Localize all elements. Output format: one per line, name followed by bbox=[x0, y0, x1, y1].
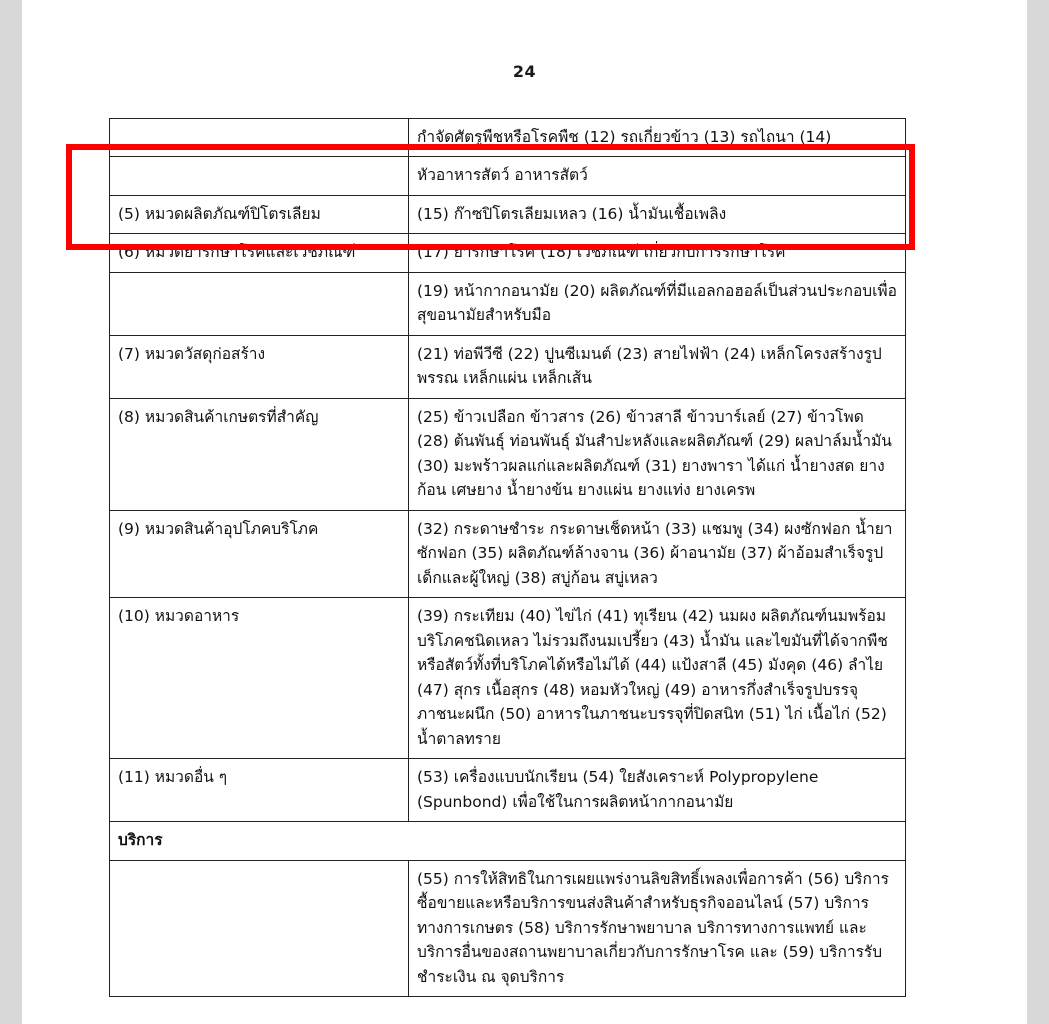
table-row bbox=[110, 119, 906, 157]
table-section-header: บริการ bbox=[110, 822, 906, 860]
table-cell-items: (53) เครื่องแบบนักเรียน (54) ใยสังเคราะห์ Polypropylene (Spunbond) เพื่อใช้ในการผลิตหน้ากากอนามัย bbox=[409, 759, 906, 822]
table-cell-category bbox=[110, 157, 409, 195]
table-cell-category: (6) หมวดยารักษาโรคและเวชภัณฑ์ bbox=[110, 234, 409, 272]
table-section-header-row bbox=[110, 822, 906, 860]
table-cell-items: (15) ก๊าซปิโตรเลียมเหลว (16) น้ำมันเชื้อเพลิง bbox=[409, 195, 906, 233]
document-page bbox=[22, 0, 1027, 1024]
table-cell-category: (8) หมวดสินค้าเกษตรที่สำคัญ bbox=[110, 398, 409, 510]
table-row bbox=[110, 759, 906, 822]
table-row bbox=[110, 157, 906, 195]
table-cell-category bbox=[110, 119, 409, 157]
page-number: 24 bbox=[512, 62, 537, 81]
table-cell-items: (25) ข้าวเปลือก ข้าวสาร (26) ข้าวสาลี ข้าวบาร์เลย์ (27) ข้าวโพด (28) ต้นพันธุ์ ท่อนพันธุ์ มันสำปะหลังและผลิตภัณฑ์ (29) ผลปาล์มน้ำมัน (30) มะพร้าวผลแก่และผลิตภัณฑ์ (31) ยางพารา ได้แก่ น้ำยางสด ยางก้อน เศษยาง น้ำยางข้น ยางแผ่น ยางแท่ง ยางเครพ bbox=[409, 398, 906, 510]
table-cell-category: (9) หมวดสินค้าอุปโภคบริโภค bbox=[110, 510, 409, 597]
table-cell-items: (17) ยารักษาโรค (18) เวชภัณฑ์ เกี่ยวกับการรักษาโรค bbox=[409, 234, 906, 272]
table-cell-category: (7) หมวดวัสดุก่อสร้าง bbox=[110, 335, 409, 398]
table-cell-items: (55) การให้สิทธิในการเผยแพร่งานลิขสิทธิ์เพลงเพื่อการค้า (56) บริการซื้อขายและหรือบริการขนส่งสินค้าสำหรับธุรกิจออนไลน์ (57) บริการทางการเกษตร (58) บริการรักษาพยาบาล บริการทางการแพทย์ และบริการอื่นของสถานพยาบาลเกี่ยวกับการรักษาโรค และ (59) บริการรับชำระเงิน ณ จุดบริการ bbox=[409, 860, 906, 996]
table-cell-category bbox=[110, 272, 409, 335]
table-row bbox=[110, 510, 906, 597]
table-cell-items: (21) ท่อพีวีซี (22) ปูนซีเมนต์ (23) สายไฟฟ้า (24) เหล็กโครงสร้างรูปพรรณ เหล็กแผ่น เหล็กเส้น bbox=[409, 335, 906, 398]
table bbox=[109, 118, 906, 997]
table-row bbox=[110, 195, 906, 233]
table-cell-category bbox=[110, 860, 409, 996]
table-row bbox=[110, 234, 906, 272]
table-row bbox=[110, 860, 906, 996]
table-cell-category: (10) หมวดอาหาร bbox=[110, 598, 409, 759]
table-row bbox=[110, 335, 906, 398]
table-cell-items: (32) กระดาษชำระ กระดาษเช็ดหน้า (33) แชมพู (34) ผงซักฟอก น้ำยาซักฟอก (35) ผลิตภัณฑ์ล้างจาน (36) ผ้าอนามัย (37) ผ้าอ้อมสำเร็จรูปเด็กและผู้ใหญ่ (38) สบู่ก้อน สบู่เหลว bbox=[409, 510, 906, 597]
table-cell-items: (19) หน้ากากอนามัย (20) ผลิตภัณฑ์ที่มีแอลกอฮอล์เป็นส่วนประกอบเพื่อสุขอนามัยสำหรับมือ bbox=[409, 272, 906, 335]
goods-and-services-table bbox=[109, 118, 897, 997]
table-cell-items: (39) กระเทียม (40) ไข่ไก่ (41) ทุเรียน (42) นมผง ผลิตภัณฑ์นมพร้อมบริโภคชนิดเหลว ไม่รวมถึงนมเปรี้ยว (43) น้ำมัน และไขมันที่ได้จากพืชหรือสัตว์ทั้งที่บริโภคได้หรือไม่ได้ (44) แป้งสาลี (45) มังคุด (46) ลำไย (47) สุกร เนื้อสุกร (48) หอมหัวใหญ่ (49) อาหารกึ่งสำเร็จรูปบรรจุภาชนะผนึก (50) อาหารในภาชนะบรรจุที่ปิดสนิท (51) ไก่ เนื้อไก่ (52) น้ำตาลทราย bbox=[409, 598, 906, 759]
table-cell-category: (11) หมวดอื่น ๆ bbox=[110, 759, 409, 822]
table-cell-category: (5) หมวดผลิตภัณฑ์ปิโตรเลียม bbox=[110, 195, 409, 233]
table-cell-items: หัวอาหารสัตว์ อาหารสัตว์ bbox=[409, 157, 906, 195]
table-row bbox=[110, 272, 906, 335]
table-row bbox=[110, 398, 906, 510]
table-cell-items: กำจัดศัตรูพืชหรือโรคพืช (12) รถเกี่ยวข้าว (13) รถไถนา (14) bbox=[409, 119, 906, 157]
table-row bbox=[110, 598, 906, 759]
